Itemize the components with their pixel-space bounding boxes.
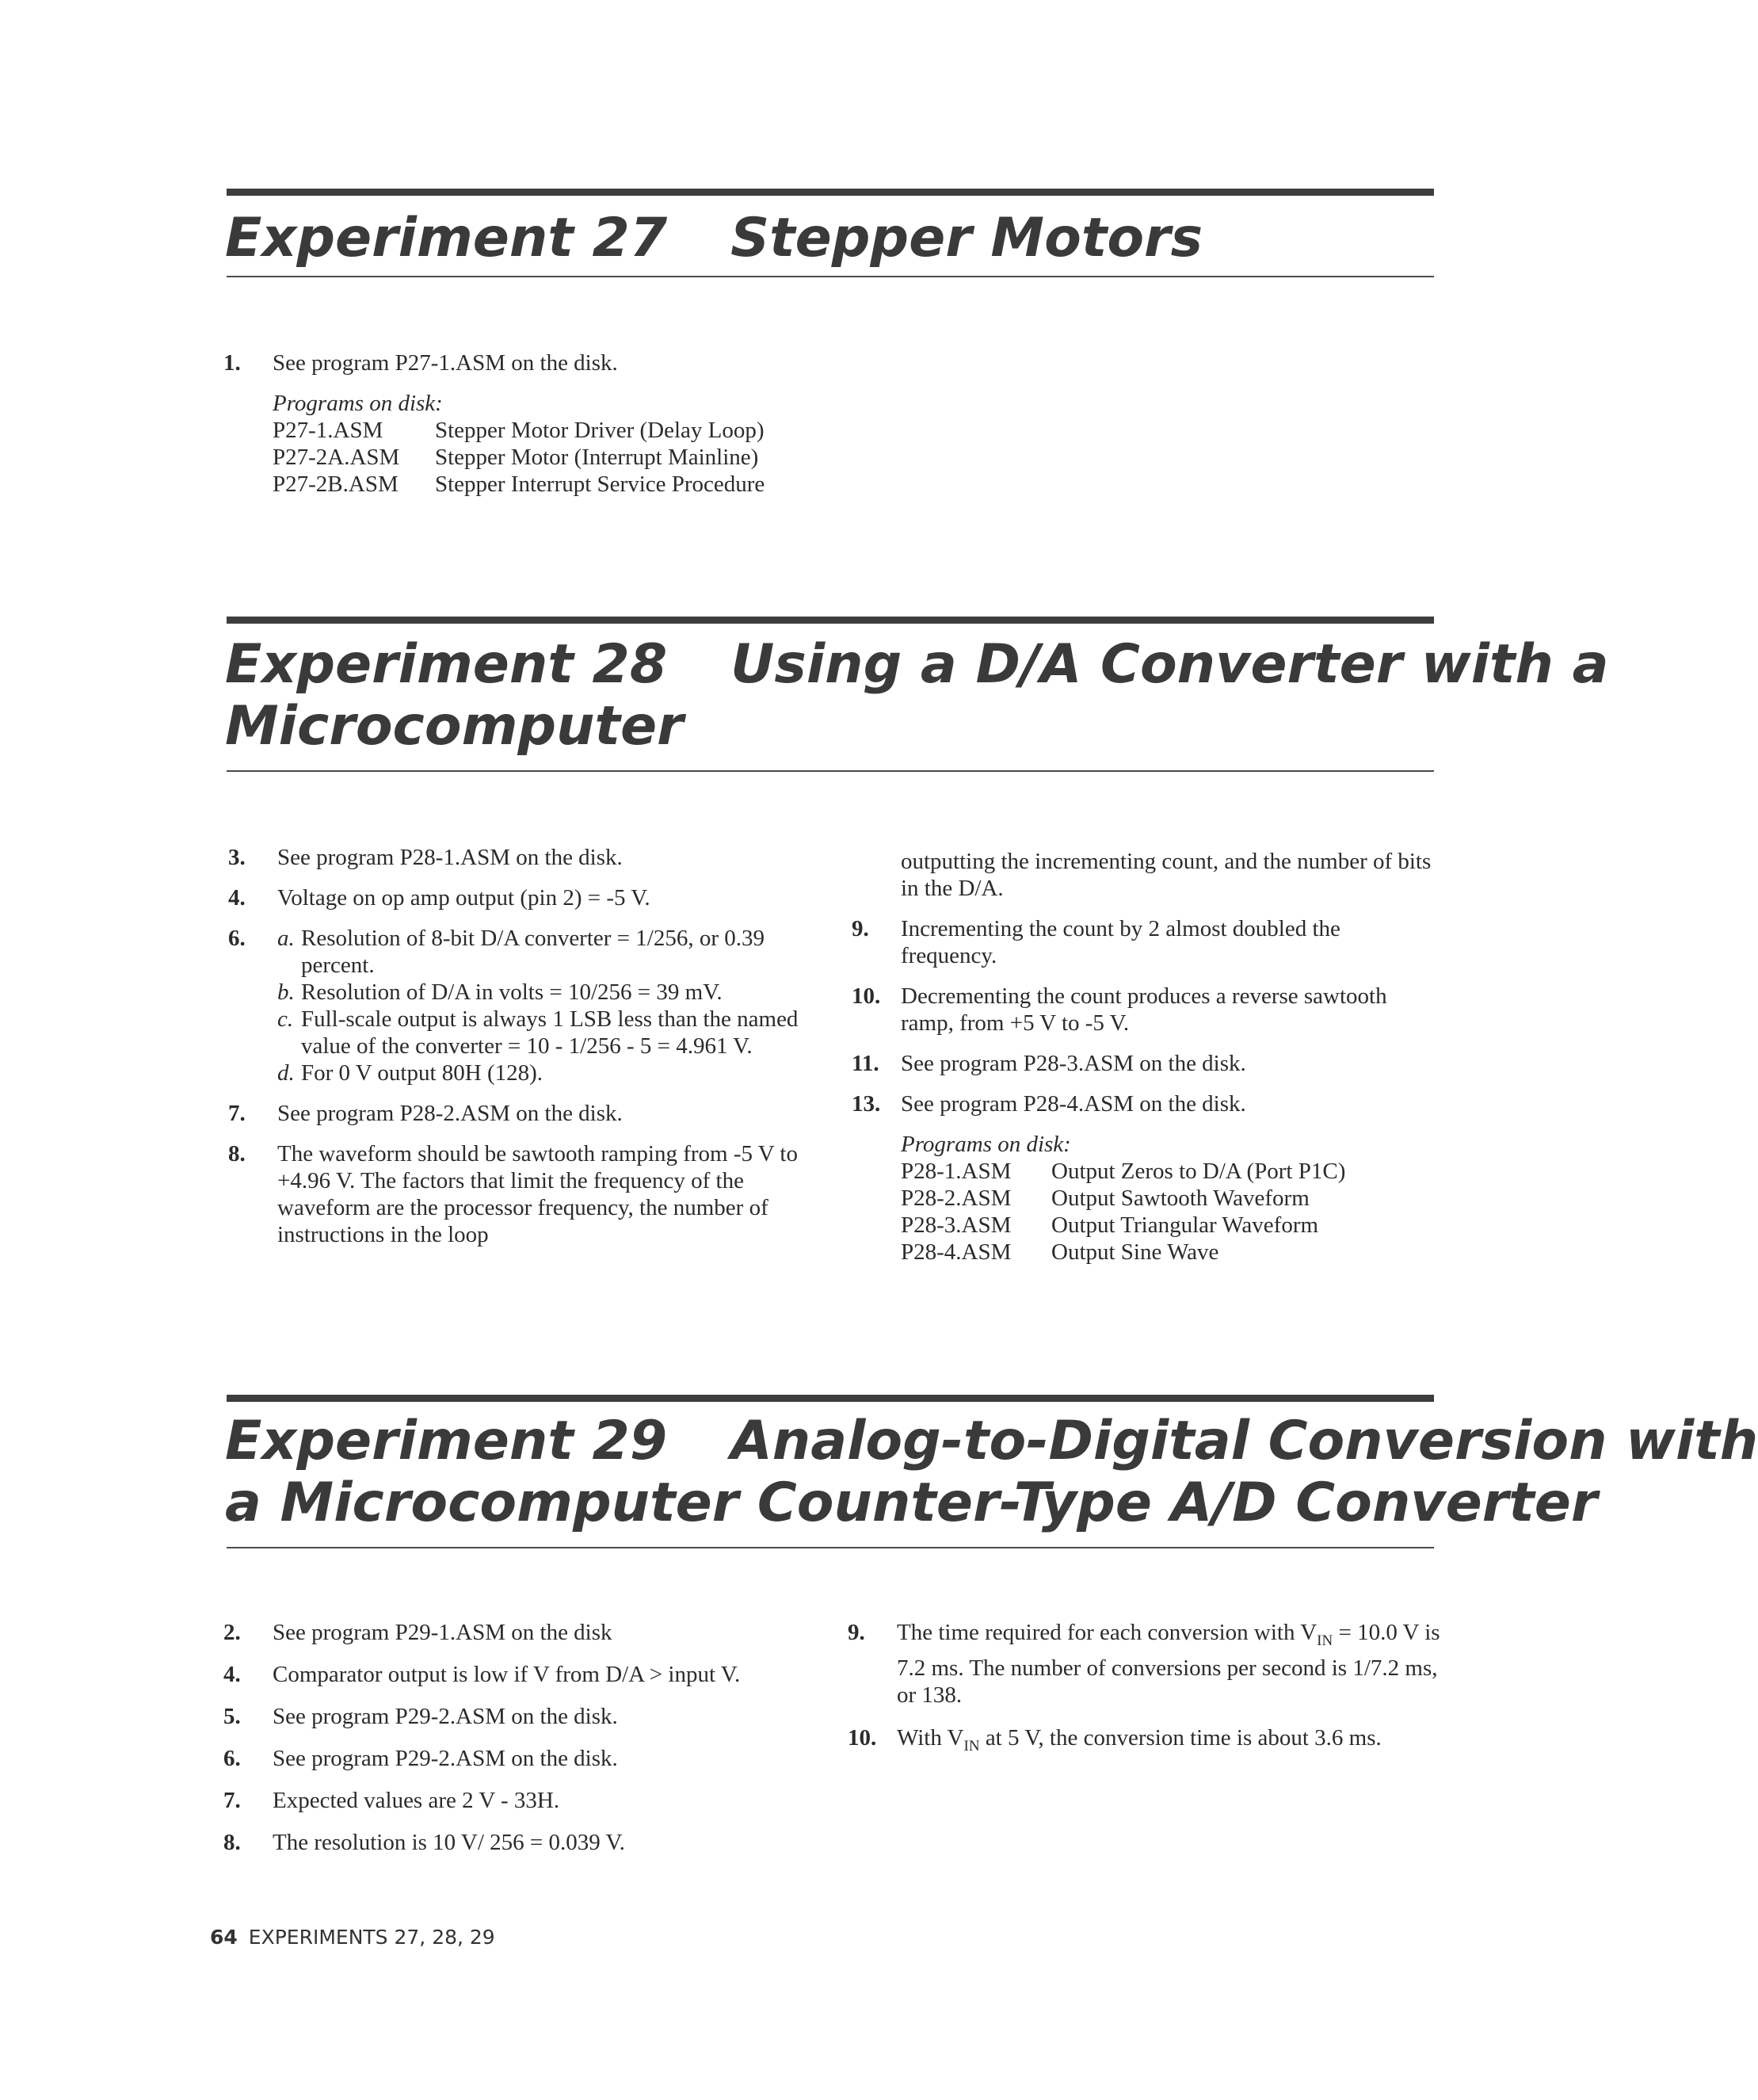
item-text: Voltage on op amp output (pin 2) = -5 V. [277, 885, 650, 911]
exp29-right-column [848, 1619, 1442, 1774]
subscript: IN [1317, 1632, 1333, 1649]
item-text-post: at 5 V, the conversion time is about 3.6 ms. [979, 1724, 1382, 1751]
exp29-heading-number: Experiment 29 [225, 1410, 668, 1472]
item-number: 3. [228, 845, 246, 870]
continued-text: outputting the incrementing count, and the number of bits in the D/A. [901, 849, 1432, 901]
program-desc: Stepper Motor Driver (Delay Loop) [435, 418, 765, 443]
program-desc: Output Sine Wave [1051, 1239, 1219, 1265]
list-item [852, 1090, 1442, 1117]
program-file: P28-2.ASM [901, 1186, 1012, 1211]
item-number: 8. [223, 1830, 241, 1855]
program-file: P27-1.ASM [273, 418, 383, 443]
exp28-heading-number: Experiment 28 [225, 633, 668, 696]
exp29-heading-title-line2: a Microcomputer Counter-Type A/D Converter [225, 1472, 1598, 1534]
exp29-left-column [223, 1619, 802, 1871]
item-number: 13. [852, 1091, 881, 1117]
exp28-right-column [852, 848, 1442, 1266]
exp28-rule-bottom [227, 770, 1434, 772]
item-text: See program P29-2.ASM on the disk. [273, 1704, 618, 1729]
exp27-body [223, 349, 936, 498]
sub-item-text: Resolution of D/A in volts = 10/256 = 39 mV. [301, 979, 723, 1005]
item-number: 6. [223, 1746, 241, 1771]
list-item [223, 1619, 802, 1646]
item-number: 6. [228, 926, 246, 951]
item-text: Expected values are 2 V - 33H. [273, 1788, 560, 1813]
item-text-post: = 10.0 V is 7.2 ms. The number of conversions per second is 1/7.2 ms, or 138. [897, 1620, 1440, 1708]
program-row [901, 1239, 1442, 1266]
program-row [901, 1158, 1442, 1185]
item-text: Comparator output is low if V from D/A > input V. [273, 1662, 741, 1687]
item-number: 4. [228, 885, 246, 911]
exp27-programs [223, 390, 936, 498]
program-file: P28-3.ASM [901, 1212, 1012, 1238]
program-file: P27-2B.ASM [273, 472, 399, 497]
list-item [223, 1661, 802, 1688]
item-text: See program P28-3.ASM on the disk. [901, 1051, 1246, 1076]
item-text [897, 1620, 1440, 1708]
list-item [228, 844, 807, 871]
list-item [223, 1703, 802, 1730]
item-number: 11. [852, 1051, 879, 1076]
exp29-heading [225, 1411, 1758, 1534]
list-item [848, 1724, 1442, 1760]
item-text: See program P29-2.ASM on the disk. [273, 1746, 618, 1771]
sub-item-text: Full-scale output is always 1 LSB less than the named value of the converter = 10 - 1/256 - 5 = 4.961 V. [301, 1006, 799, 1059]
item-text: See program P28-2.ASM on the disk. [277, 1101, 623, 1126]
exp27-heading [225, 208, 1203, 269]
list-item [852, 983, 1442, 1037]
sub-item [277, 1006, 807, 1060]
item-text: Incrementing the count by 2 almost doubled the frequency. [901, 916, 1340, 968]
list-item [228, 1100, 807, 1127]
item-number: 9. [852, 916, 869, 941]
exp27-rule-bottom [227, 276, 1434, 277]
sub-item-text: Resolution of 8-bit D/A converter = 1/256, or 0.39 percent. [301, 926, 765, 978]
item-number: 2. [223, 1620, 241, 1645]
program-row [273, 471, 936, 498]
program-file: P27-2A.ASM [273, 445, 400, 470]
exp28-heading-title: Using a D/A Converter with a [730, 633, 1609, 696]
program-desc: Stepper Interrupt Service Procedure [435, 472, 765, 497]
exp28-heading [225, 634, 1609, 758]
item-text: See program P28-1.ASM on the disk. [277, 845, 623, 870]
item-number: 10. [852, 983, 881, 1009]
list-item [852, 915, 1442, 969]
sub-item [277, 1060, 807, 1086]
exp27-heading-number: Experiment 27 [225, 207, 668, 269]
program-file: P28-4.ASM [901, 1239, 1012, 1265]
item-number: 10. [848, 1724, 877, 1751]
item-number: 8. [228, 1141, 246, 1166]
list-item [228, 925, 807, 1086]
program-row [273, 417, 936, 444]
item-text: See program P29-1.ASM on the disk [273, 1620, 612, 1645]
exp27-heading-title: Stepper Motors [730, 207, 1203, 269]
sub-item [277, 925, 807, 979]
page-footer [210, 1926, 495, 1949]
exp28-programs [852, 1131, 1442, 1266]
program-row [273, 444, 936, 471]
list-item [228, 884, 807, 911]
item-text: The waveform should be sawtooth ramping from -5 V to +4.96 V. The factors that limit the frequency of the waveform are the processor frequency, the number of instructions in the loop [277, 1141, 798, 1247]
item-number: 7. [223, 1788, 241, 1813]
list-item [223, 1787, 802, 1814]
exp29-heading-title: Analog-to-Digital Conversion with [730, 1410, 1758, 1472]
program-desc: Stepper Motor (Interrupt Mainline) [435, 445, 759, 470]
list-item [228, 1140, 807, 1248]
list-item [848, 1619, 1442, 1709]
item-number: 7. [228, 1101, 246, 1126]
item-number: 1. [223, 350, 241, 376]
programs-label: Programs on disk: [273, 391, 443, 416]
sub-item-letter: c. [277, 1006, 294, 1032]
sub-item-letter: b. [277, 979, 295, 1005]
program-desc: Output Triangular Waveform [1051, 1212, 1319, 1238]
list-item [852, 1050, 1442, 1077]
exp28-heading-title-line2: Microcomputer [225, 695, 684, 758]
exp28-rule-top [227, 617, 1434, 624]
item-text-pre: With V [897, 1724, 964, 1751]
program-file: P28-1.ASM [901, 1159, 1012, 1184]
sub-item-text: For 0 V output 80H (128). [301, 1060, 543, 1086]
program-row [901, 1212, 1442, 1239]
exp29-rule-bottom [227, 1547, 1434, 1548]
item-text-pre: The time required for each conversion with V [897, 1620, 1318, 1645]
programs-label: Programs on disk: [901, 1132, 1071, 1157]
page-number: 64 [210, 1926, 238, 1949]
sub-item-letter: d. [277, 1060, 295, 1086]
item-text: See program P27-1.ASM on the disk. [273, 350, 618, 376]
item-text [897, 1724, 1382, 1754]
program-row [901, 1185, 1442, 1212]
item-text: Decrementing the count produces a reverse sawtooth ramp, from +5 V to -5 V. [901, 983, 1387, 1036]
sub-item [277, 979, 807, 1006]
exp27-rule-top [227, 189, 1434, 196]
sub-item-letter: a. [277, 926, 295, 951]
item-number: 4. [223, 1662, 241, 1687]
item-number: 5. [223, 1704, 241, 1729]
list-item [223, 1829, 802, 1856]
program-desc: Output Sawtooth Waveform [1051, 1186, 1310, 1211]
exp29-rule-top [227, 1395, 1434, 1402]
footer-label: EXPERIMENTS 27, 28, 29 [248, 1926, 495, 1949]
list-item [223, 1745, 802, 1772]
exp28-left-column [228, 844, 807, 1262]
subscript: IN [963, 1737, 980, 1754]
item-number: 9. [848, 1620, 865, 1645]
program-desc: Output Zeros to D/A (Port P1C) [1051, 1159, 1346, 1184]
item-text: See program P28-4.ASM on the disk. [901, 1091, 1246, 1117]
item-text: The resolution is 10 V/ 256 = 0.039 V. [273, 1830, 625, 1855]
list-item [223, 349, 936, 376]
